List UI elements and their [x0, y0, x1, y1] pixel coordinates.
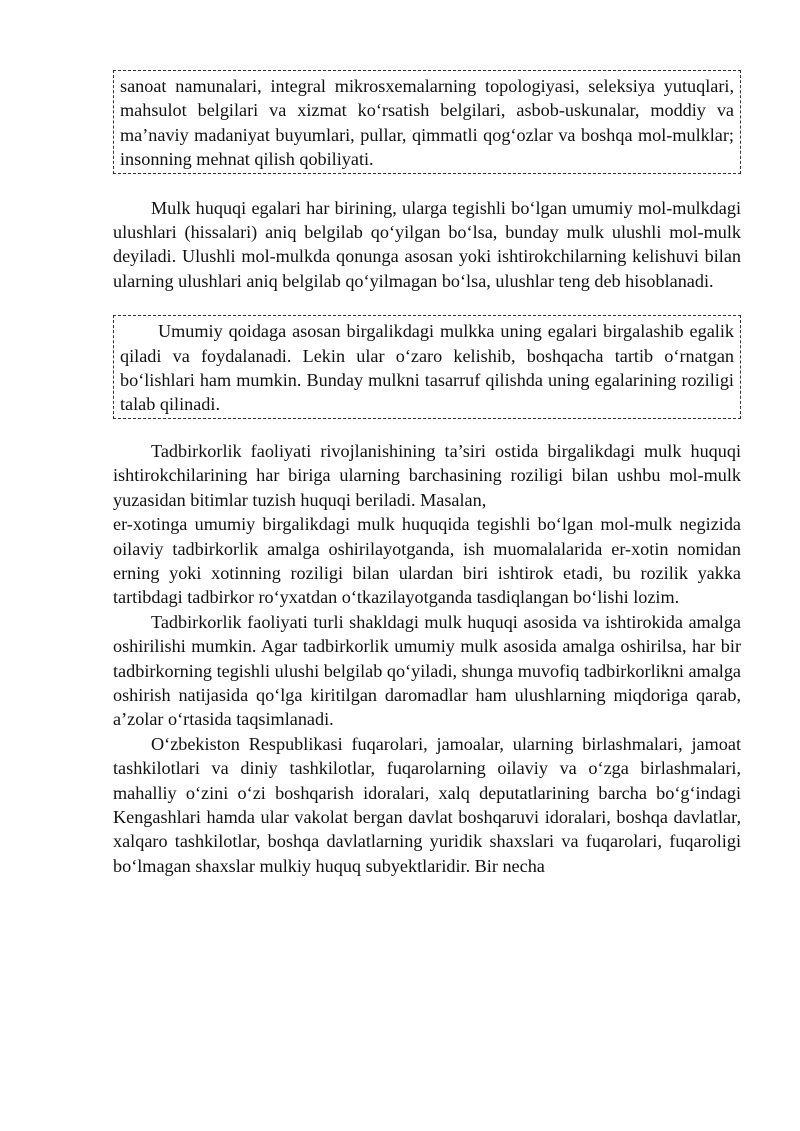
spacer: [113, 174, 741, 196]
paragraph-shared-ownership: Mulk huquqi egalari har birining, ularga tegishli bo‘lgan umumiy mol-mulkdagi ulushlari (hissalari) aniq belgilab qo‘yilgan bo‘lsa, bunday mulk ulushli mol-mulk deyiladi. Ulushli mol-mulkda qonunga asosan yoki ishtirokchilarning kelishuvi bilan ularning ulushlari aniq belgilab qo‘yilmagan bo‘lsa, ulushlar teng deb hisoblanadi.: [113, 197, 741, 291]
box-text: Umumiy qoidaga asosan birgalikdagi mulkka uning egalari birgalashib egalik qiladi va foydalanadi. Lekin ular o‘zaro kelishib, boshqacha tartib o‘rnatgan bo‘lishlari ham mumkin. Bunday mulkni tasarruf qilishda uning egalarining roziligi talab qilinadi.: [120, 321, 734, 415]
document-page: [113, 70, 741, 878]
paragraph-property-subjects: O‘zbekiston Respublikasi fuqarolari, jamoalar, ularning birlashmalari, jamoat tashkilotlari va diniy tashkilotlar, fuqarolarning oilaviy va o‘zga birlashmalari, mahalliy o‘zini o‘zi boshqarish idoralari, xalq deputatlarining barcha bo‘g‘indagi Kengashlari hamda ular vakolat bergan davlat boshqaruvi idoralari, boshqa davlatlar, xalqaro tashkilotlar, boshqa davlatlarning yuridik shaxslari va fuqarolari, fuqaroligi bo‘lmagan shaxslar mulkiy huquq subyektlaridir. Bir necha: [113, 733, 741, 876]
box-text: sanoat namunalari, integral mikrosxemalarning topologiyasi, seleksiya yutuqlari, mahsulot belgilari va xizmat ko‘rsatish belgilari, asbob-uskunalar, moddiy va ma’naviy madaniyat buyumlari, pullar, qimmatli qog‘ozlar va boshqa mol-mulklar; insonning mehnat qilish qobiliyati.: [120, 76, 734, 170]
paragraph-entrepreneurship-forms: Tadbirkorlik faoliyati turli shakldagi mulk huquqi asosida va ishtirokida amalga oshirilishi mumkin. Agar tadbirkorlik umumiy mulk asosida amalga oshirilsa, har bir tadbirkorning tegishli ulushi belgilab qo‘yiladi, shunga muvofiq tadbirkorlikni amalga oshirish natijasida qo‘lga kiritilgan daromadlar ham ulushlarning miqdoriga qarab, a’zolar o‘rtasida taqsimlanadi.: [113, 611, 741, 730]
definition-box-joint-property: [113, 315, 741, 419]
definition-box-property-list: [113, 70, 741, 174]
spacer: [113, 293, 741, 315]
paragraph-spouses: er-xotinga umumiy birgalikdagi mulk huquqida tegishli bo‘lgan mol-mulk negizida oilaviy tadbirkorlik amalga oshirilayotganda, ish muomalalarida er-xotin nomidan erning yoki xotinning roziligi bilan ulardan biri ishtirok etadi, bu rozilik yakka tartibdagi tadbirkor ro‘yxatdan o‘tkazilayotganda tasdiqlangan bo‘lishi lozim.: [113, 514, 741, 608]
spacer: [113, 419, 741, 439]
paragraph-entrepreneurship-intro: Tadbirkorlik faoliyati rivojlanishining ta’siri ostida birgalikdagi mulk huquqi ishtirokchilarining har biriga ularning barchasining roziligi bilan ushbu mol-mulk yuzasidan bitimlar tuzish huquqi beriladi. Masalan,: [113, 440, 741, 510]
